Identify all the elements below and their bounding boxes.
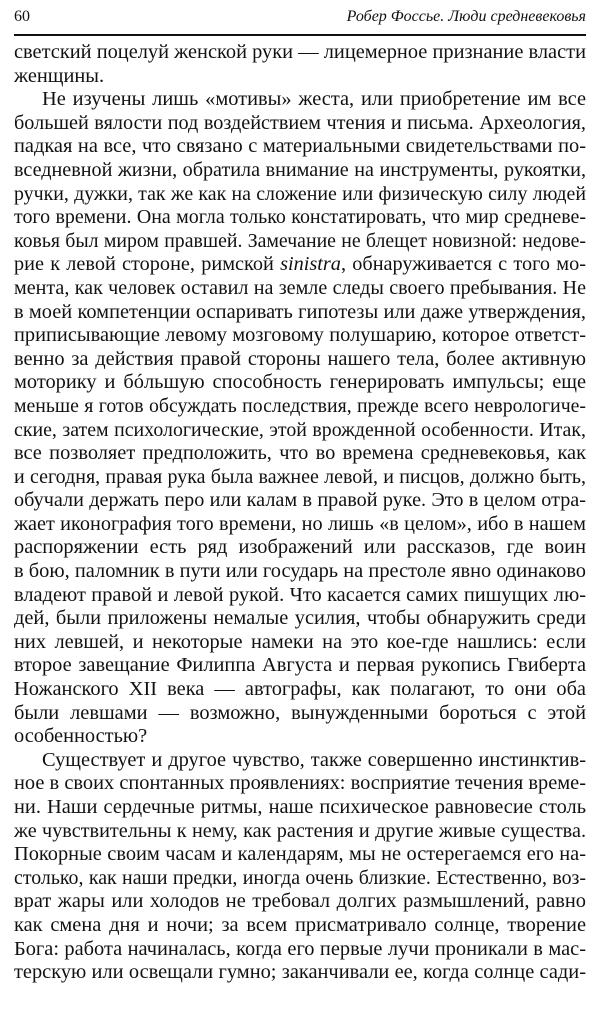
text-line: того времени. Она могла только констатировать, что мир средневе- xyxy=(14,206,586,229)
header-rule xyxy=(14,34,586,36)
text-line: второе завещание Филиппа Августа и первая рукопись Гвиберта xyxy=(14,654,586,677)
text-line: же чувствительны к нему, как растения и другие живые существа. xyxy=(14,819,586,842)
text-line: приписывающие левому мозговому полушарию, которое ответст- xyxy=(14,324,586,347)
text-line: жает иконография того времени, но лишь «в целом», ибо в нашем xyxy=(14,512,586,535)
text-line xyxy=(14,253,586,277)
text-line: ное в своих спонтанных проявлениях: восприятие течения време- xyxy=(14,772,586,795)
text-line: меньше я готов обсуждать последствия, прежде всего неврологиче- xyxy=(14,394,586,417)
text-line: падкая на все, что связано с материальными свидетельствами по- xyxy=(14,135,586,158)
text-line: дей, были приложены немалые усилия, чтобы обнаружить среди xyxy=(14,607,586,630)
text-line: светский поцелуй женской руки — лицемерное признание власти xyxy=(14,41,586,63)
text-line: обучали держать перо или калам в правой руке. Это в целом отра- xyxy=(14,489,586,512)
text-line: в бою, паломник в пути или государь на престоле явно одинаково xyxy=(14,560,586,583)
text-line: ручки, дужки, так же как на сложение или физическую силу людей xyxy=(14,182,586,205)
text-line: моторику и бóльшую способность генерировать импульсы; еще xyxy=(14,371,586,394)
body-text xyxy=(14,41,586,985)
text-segment: рие к левой стороне, римской xyxy=(14,253,281,276)
text-line: Покорные своим часам и календарям, мы не остерегаемся его на- xyxy=(14,843,586,866)
paragraph xyxy=(14,749,586,985)
text-line: распоряжении есть ряд изображений или рассказов, где воин xyxy=(14,536,586,559)
text-line: ковья был миром правшей. Замечание не блещет новизной: недове- xyxy=(14,229,586,252)
text-line: особенностью? xyxy=(14,725,148,748)
text-line: терскую или освещали гумно; заканчивали ее, когда солнце сади- xyxy=(14,961,586,984)
paragraph xyxy=(14,88,586,749)
text-line: них левшей, и некоторые намеки на это кое-где нашлись: если xyxy=(14,630,586,653)
text-line: как смена дня и ночи; за всем присматривало солнце, творение xyxy=(14,913,586,936)
text-line: венно за действия правой стороны нашего тела, более активную xyxy=(14,347,586,370)
italic-term: sinistra xyxy=(280,253,341,276)
paragraph xyxy=(14,41,586,88)
text-line: были левшами — возможно, вынужденными бороться с этой xyxy=(14,701,586,724)
running-title: Робер Фоссье. Люди средневековья xyxy=(346,8,586,25)
text-segment: , обнаруживается с того мо- xyxy=(340,253,586,276)
text-line: владеют правой и левой рукой. Что касается самих пишущих лю- xyxy=(14,583,586,606)
text-line: врат жары или холодов не требовал долгих размышлений, равно xyxy=(14,890,586,913)
page-header xyxy=(14,6,586,30)
text-line: Бога: работа начиналась, когда его первые лучи проникали в мас- xyxy=(14,937,586,960)
text-line: вседневной жизни, обратила внимание на инструменты, рукоятки, xyxy=(14,158,586,181)
text-line: ни. Наши сердечные ритмы, наше психическое равновесие столь xyxy=(14,796,586,818)
text-line: Не изучены лишь «мотивы» жеста, или приобретение им все xyxy=(42,88,586,111)
text-line: все позволяет предположить, что во времена средневековья, как xyxy=(14,442,586,465)
text-line: и сегодня, правая рука была важнее левой, и писцов, должно быть, xyxy=(14,465,586,488)
text-line: Существует и другое чувство, также совершенно инстинктив- xyxy=(42,748,586,771)
text-line: мента, как человек оставил на земле следы своего пребывания. Не xyxy=(14,276,586,299)
text-line: Ножанского XII века — автографы, как полагают, то они оба xyxy=(14,678,586,701)
text-line: женщины. xyxy=(14,64,105,87)
text-line: столько, как наши предки, иногда очень близкие. Естественно, воз- xyxy=(14,866,586,889)
text-line: в моей компетенции оспаривать гипотезы или даже утверждения, xyxy=(14,300,586,323)
page-number: 60 xyxy=(14,8,30,25)
text-line: ские, затем психологические, этой врожденной особенности. Итак, xyxy=(14,418,586,441)
text-line: большей вялости под воздействием чтения и письма. Археология, xyxy=(14,111,586,134)
